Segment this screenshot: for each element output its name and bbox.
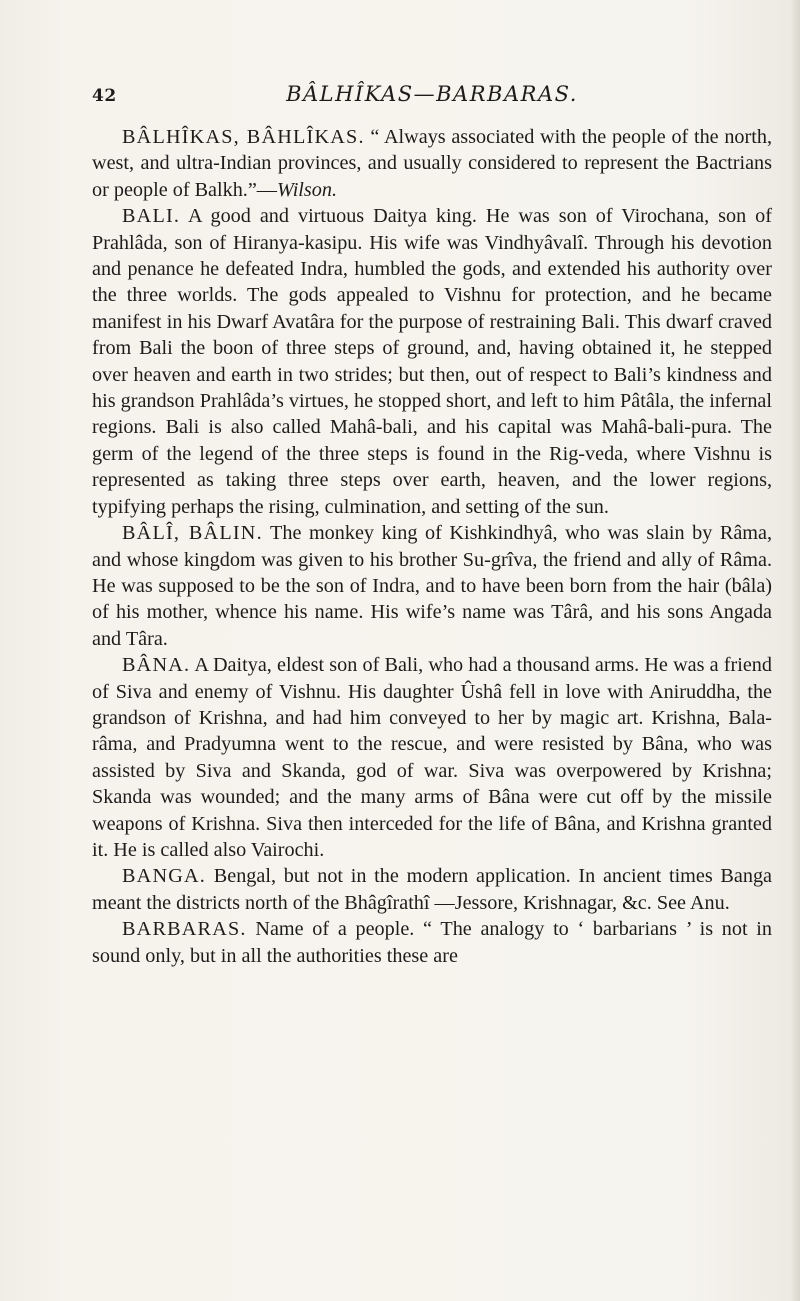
page-title: BÂLHÎKAS—BARBARAS. xyxy=(286,82,578,106)
entry-citation: Wilson. xyxy=(277,178,338,201)
entry-headword: BÂLÎ, BÂLIN. xyxy=(122,522,263,545)
entry-text: Bengal, but not in the modern application. In ancient times Banga meant the districts north of the Bhâgîrathî —Jessore, Krishnagar, &c. See Anu. xyxy=(92,865,772,914)
entry-bali xyxy=(92,203,772,520)
page-number: 42 xyxy=(92,86,117,106)
entry-barbaras xyxy=(92,916,772,969)
entry-bali-balin xyxy=(92,520,772,652)
entry-text: The monkey king of Kishkindhyâ, who was slain by Râma, and whose kingdom was given to his brother Su-grîva, the friend and ally of Râma. He was supposed to be the son of Indra, and to have been born from the hair (bâla) of his mother, whence his name. His wife’s name was Târâ, and his sons Angada and Târa. xyxy=(92,522,772,650)
entry-headword: BÂNA. xyxy=(122,654,191,677)
entry-text: “ Always associated with the people of the north, west, and ultra-Indian provinces, and usually considered to represent the Bactrians or people of Balkh.”— xyxy=(92,126,772,201)
entry-headword: BANGA. xyxy=(122,865,207,888)
entry-headword: BARBARAS. xyxy=(122,918,247,941)
dictionary-body xyxy=(92,124,772,969)
entry-headword: BÂLHÎKAS, BÂHLÎKAS. xyxy=(122,126,365,148)
running-head xyxy=(92,82,772,116)
entry-text: Name of a people. “ The analogy to ‘ barbarians ’ is not in sound only, but in all the authorities these are xyxy=(92,918,773,967)
entry-balhikas xyxy=(92,124,772,203)
entry-headword: BALI. xyxy=(122,205,181,228)
page-edge-shadow xyxy=(790,0,800,1301)
entry-bana xyxy=(92,652,772,863)
entry-text: A Daitya, eldest son of Bali, who had a thousand arms. He was a friend of Siva and enemy of Vishnu. His daughter Ûshâ fell in love with Aniruddha, the grandson of Krishna, and had him conveyed to her by magic art. Krishna, Bala-râma, and Pradyumna went to the rescue, and were resisted by Bâna, who was assisted by Siva and Skanda, god of war. Siva was overpowered by Krishna; Skanda was wounded; and the many arms of Bâna were cut off by the missile weapons of Krishna. Siva then interceded for the life of Bâna, and Krishna granted it. He is called also Vairochi. xyxy=(92,654,772,861)
entry-banga xyxy=(92,863,772,916)
entry-text: A good and virtuous Daitya king. He was son of Virochana, son of Prahlâda, son of Hiranya-kasipu. His wife was Vindhyâvalî. Through his devotion and penance he defeated Indra, humbled the gods, and extended his authority over the three worlds. The gods appealed to Vishnu for protection, and he became manifest in his Dwarf Avatâra for the purpose of restraining Bali. This dwarf craved from Bali the boon of three steps of ground, and, having obtained it, he stepped over heaven and earth in two strides; but then, out of respect to Bali’s kindness and his grandson Prahlâda’s virtues, he stopped short, and left to him Pâtâla, the infernal regions. Bali is also called Mahâ-bali, and his capital was Mahâ-bali-pura. The germ of the legend of the three steps is found in the Rig-veda, where Vishnu is represented as taking three steps over earth, heaven, and the lower regions, typifying perhaps the rising, culmination, and setting of the sun. xyxy=(92,205,772,518)
